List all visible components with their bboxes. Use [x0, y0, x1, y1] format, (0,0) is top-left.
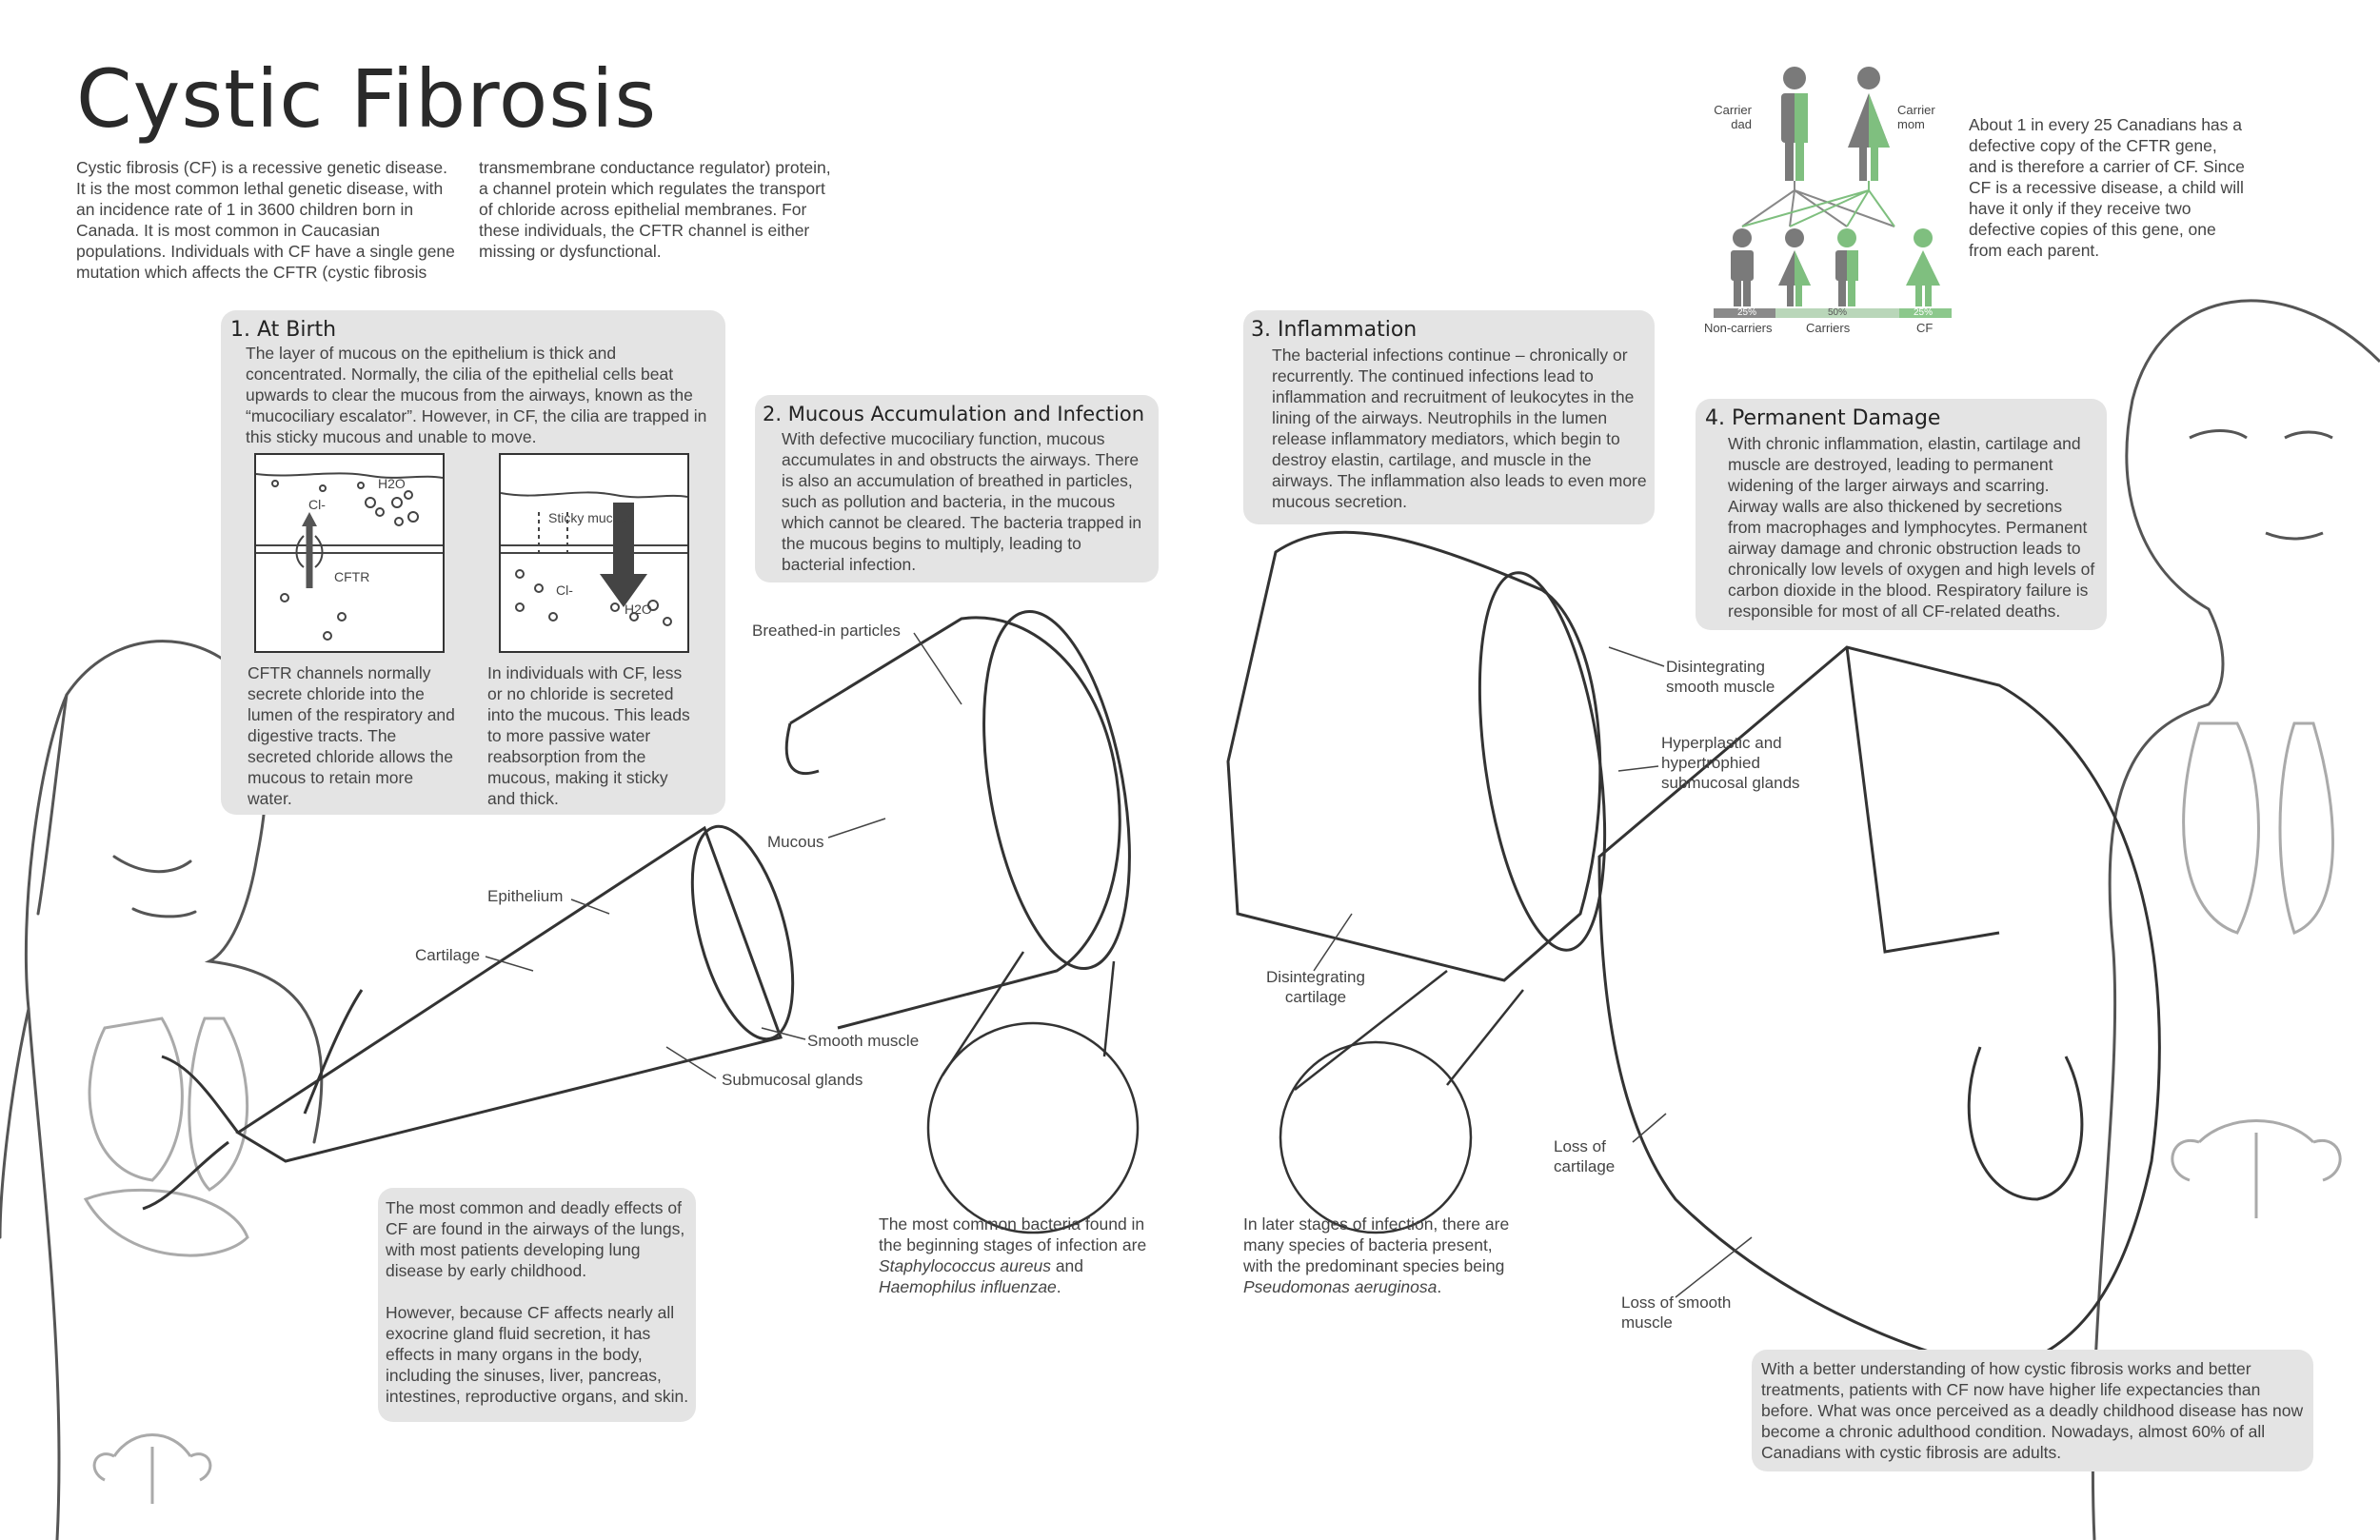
magnifier-circles [928, 952, 1523, 1233]
carrier-mom-label: Carrier mom [1897, 103, 1935, 131]
bacteria-early-prefix: The most common bacteria found in the beginning stages of infection are [879, 1214, 1147, 1254]
inset2-h2o: H2O [625, 602, 652, 617]
label-noncarriers: Non-carriers [1704, 321, 1773, 335]
cftr-cf-inset [499, 453, 689, 653]
bacteria-early-species1: Staphylococcus aureus [879, 1256, 1051, 1275]
inset1-cftr: CFTR [334, 569, 370, 584]
inset1-h2o: H2O [378, 476, 406, 491]
child-noncarrier-icon [1731, 228, 1754, 306]
mucous-panel [755, 395, 1159, 582]
bacteria-early-species2: Haemophilus influenzae [879, 1277, 1057, 1296]
adult-organs [2172, 723, 2340, 1218]
inflammation-panel [1243, 310, 1655, 524]
damage-panel [1696, 399, 2107, 630]
cftr-normal-caption: CFTR channels normally secrete chloride into the lumen of the respiratory and digestive tracts. The secreted chloride allows the mucous to retain more water. [248, 663, 455, 808]
label-hyperplastic-glands: Hyperplastic and hypertrophied submucosal glands [1661, 734, 1800, 792]
inheritance-diagram [1695, 57, 1980, 338]
bacteria-late-end: . [1437, 1277, 1442, 1296]
airway-segment-3 [1228, 532, 1625, 980]
intro-text-col2: transmembrane conductance regulator) protein, a channel protein which regulates the transport of chloride across epithelial membranes. For these individuals, the CFTR channel is either missing or dysfunctional. [479, 158, 831, 261]
cftr-normal-drawing [256, 455, 443, 651]
mucous-text: With defective mucociliary function, mucous accumulates in and obstructs the airways. There is also an accumulation of breathed in particles, such as pollution and bacteria, in the mucous which cannot be cleared. The bacteria trapped in the mucous begins to multiply, leading to bacterial infection. [782, 429, 1142, 574]
child-organs [86, 1018, 248, 1504]
inset1-cl: Cl- [308, 497, 326, 512]
at-birth-text: The layer of mucous on the epithelium is thick and concentrated. Normally, the cilia of the epithelial cells beat upwards to clear the mucous from the airways, known as the “mucociliary escalator”. However, in CF, the cilia are trapped in this sticky mucous and unable to move. [246, 344, 707, 446]
inflammation-text: The bacterial infections continue – chronically or recurrently. The continued infections lead to inflammation and recruitment of leukocytes in the lining of the airways. Neutrophils in the lumen release inflammatory mediators, which begin to destroy elastin, cartilage, and muscle in the airways. The inflammation also leads to even more mucous secretion. [1272, 346, 1647, 511]
label-cf: CF [1916, 321, 1934, 335]
outlook-panel [1752, 1350, 2313, 1471]
carrier-mom-icon [1848, 67, 1890, 181]
airway-cone [143, 816, 812, 1209]
pct-carriers: 50% [1828, 307, 1848, 318]
effects-text-2: However, because CF affects nearly all exocrine gland fluid secretion, it has effects in many organs in the body, including the sinuses, liver, pancreas, intestines, reproductive organs, and skin. [386, 1303, 689, 1406]
page-title: Cystic Fibrosis [76, 52, 658, 146]
inflammation-heading: 3. Inflammation [1251, 318, 1418, 342]
carrier-dad-label: Carrier dad [1714, 103, 1752, 131]
label-smooth-muscle: Smooth muscle [807, 1032, 920, 1050]
pct-cf: 25% [1914, 307, 1934, 318]
label-loss-cartilage: Loss of cartilage [1554, 1137, 1616, 1175]
child-cf-icon [1906, 228, 1940, 306]
mucous-heading: 2. Mucous Accumulation and Infection [763, 403, 1144, 425]
label-mucous: Mucous [767, 833, 824, 851]
label-breathed-particles: Breathed-in particles [752, 622, 901, 640]
bacteria-early-note [879, 1214, 1155, 1297]
child-carrier-boy-icon [1835, 228, 1858, 306]
inset2-cl: Cl- [556, 582, 573, 598]
label-submucosal-glands: Submucosal glands [722, 1071, 863, 1089]
bacteria-late-species: Pseudomonas aeruginosa [1243, 1277, 1438, 1296]
label-disintegrating-muscle: Disintegrating smooth muscle [1666, 658, 1775, 696]
label-epithelium: Epithelium [487, 887, 564, 905]
inheritance-text: About 1 in every 25 Canadians has a defective copy of the CFTR gene, and is therefore a carrier of CF. Since CF is a recessive disease, a child will have it only if they receive two defective copies of this gene, one from each parent. [1969, 115, 2245, 260]
inheritance-pedigree [1695, 57, 1980, 338]
at-birth-heading: 1. At Birth [230, 318, 337, 342]
cftr-normal-inset [254, 453, 445, 653]
bacteria-early-end: . [1056, 1277, 1061, 1296]
damage-heading: 4. Permanent Damage [1705, 406, 1941, 430]
bacteria-late-prefix: In later stages of infection, there are many species of bacteria present, with the predominant species being [1243, 1214, 1510, 1275]
label-cartilage: Cartilage [415, 946, 481, 964]
airway-segment-2 [786, 601, 1154, 1028]
inset2-sticky: Sticky mucous [548, 510, 635, 525]
bacteria-late-note [1243, 1214, 1519, 1297]
bacteria-early-and: and [1050, 1256, 1084, 1275]
pct-noncarriers: 25% [1737, 307, 1757, 318]
intro-text-col1: Cystic fibrosis (CF) is a recessive genetic disease. It is the most common lethal genetic disease, with an incidence rate of 1 in 3600 children born in Canada. It is most common in Caucasian populations. Individuals with CF have a single gene mutation which affects the CFTR (cystic fibrosis [76, 158, 455, 282]
effects-text-1: The most common and deadly effects of CF are found in the airways of the lungs, with most patients developing lung disease by early childhood. [386, 1198, 685, 1280]
effects-panel [378, 1188, 696, 1422]
label-carriers: Carriers [1806, 321, 1851, 335]
outlook-text: With a better understanding of how cystic fibrosis works and better treatments, patients with CF now have higher life expectancies than before. What was once perceived as a deadly childhood disease has now become a chronic adulthood condition. Nowadays, almost 60% of all Canadians with cystic fibrosis are adults. [1761, 1359, 2304, 1462]
damage-text: With chronic inflammation, elastin, cartilage and muscle are destroyed, leading to permanent widening of the larger airways and scarring. Airway walls are also thickened by secretions from macrophages and lymphocytes. Permanent airway damage and chronic obstruction leads to chronically low levels of oxygen and high levels of carbon dioxide in the blood. Respiratory failure is responsible for most of all CF-related deaths. [1728, 434, 2095, 621]
carrier-dad-icon [1781, 67, 1808, 181]
cftr-cf-caption: In individuals with CF, less or no chloride is secreted into the mucous. This leads to more passive water reabsorption from the mucous, making it sticky and thick. [487, 663, 690, 808]
at-birth-panel [221, 310, 725, 815]
child-carrier-girl-icon [1778, 228, 1811, 306]
label-loss-smooth-muscle: Loss of smooth muscle [1621, 1293, 1732, 1332]
cftr-cf-drawing [501, 455, 687, 651]
label-disintegrating-cartilage: Disintegrating cartilage [1266, 968, 1365, 1006]
